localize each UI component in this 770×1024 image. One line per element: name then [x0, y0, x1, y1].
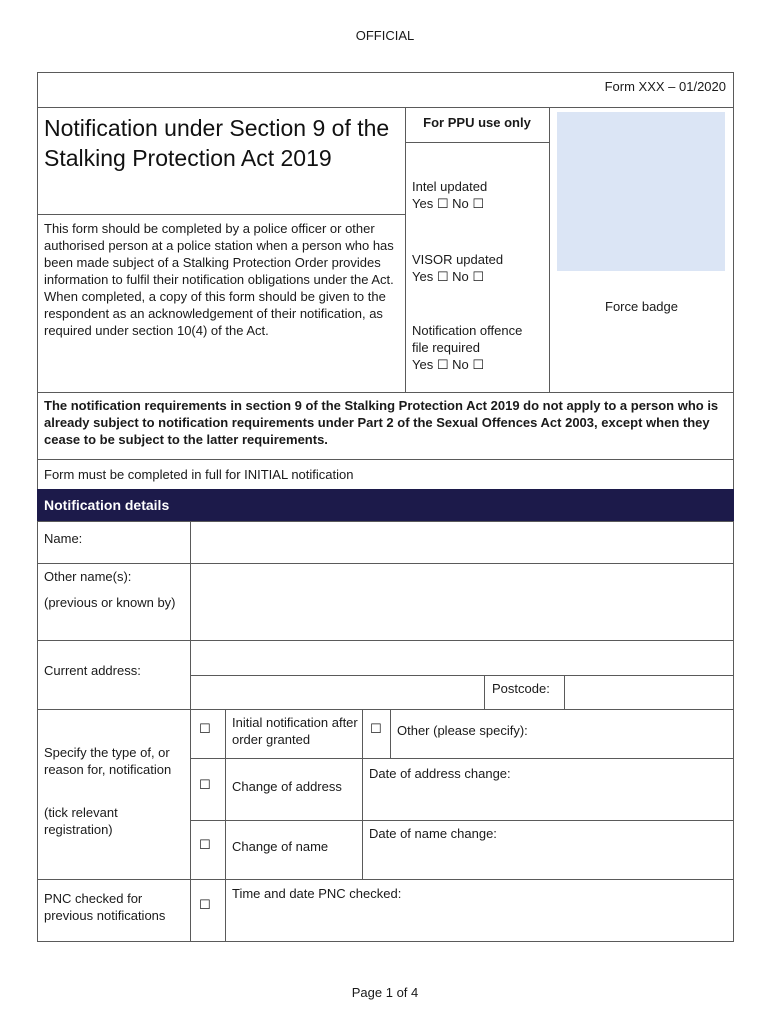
form-title: Notification under Section 9 of the Stalking Protection Act 2019 [44, 115, 390, 171]
current-address-label: Current address: [44, 663, 141, 678]
offence-file-label-line1: Notification offence [412, 323, 523, 338]
postcode-label: Postcode: [492, 681, 550, 696]
change-of-name-checkbox[interactable]: ☐ [199, 838, 211, 853]
intel-updated-label: Intel updated [412, 179, 488, 194]
intro-text: This form should be completed by a police officer or other authorised person at a police station when a person who has been made subject of a Stalking Protection Order provides information to fulfil their notification obligations under the Act. When completed, a copy of this form should be given to the respondent as an acknowledgement of their notification, as required under section 10(4) of the Act. [44, 221, 394, 338]
offence-yes-checkbox[interactable]: ☐ [436, 358, 449, 373]
yes-label: Yes [412, 196, 434, 211]
address-line-1-field[interactable] [191, 641, 733, 675]
yes-label: Yes [412, 269, 434, 284]
offence-file-label-line2: file required [412, 340, 480, 355]
offence-no-checkbox[interactable]: ☐ [472, 358, 485, 373]
name-label: Name: [44, 531, 83, 546]
classification-label: OFFICIAL [355, 28, 415, 43]
section-heading: Notification details [44, 497, 170, 513]
other-specify-label: Other (please specify): [397, 723, 528, 738]
other-names-hint: (previous or known by) [44, 595, 176, 610]
change-of-address-checkbox[interactable]: ☐ [199, 778, 211, 793]
page-number: Page 1 of 4 [351, 985, 419, 1000]
no-label: No [452, 269, 469, 284]
visor-updated-label: VISOR updated [412, 252, 504, 267]
force-badge-area [557, 112, 725, 271]
name-field[interactable] [191, 522, 733, 563]
intel-yes-checkbox[interactable]: ☐ [436, 197, 449, 212]
postcode-field[interactable] [565, 676, 733, 709]
form-reference: Form XXX – 01/2020 [604, 79, 726, 94]
change-of-name-label: Change of name [232, 839, 329, 854]
no-label: No [452, 357, 469, 372]
intel-updated-group [412, 178, 487, 213]
visor-yes-checkbox[interactable]: ☐ [436, 270, 449, 285]
other-checkbox[interactable]: ☐ [370, 722, 382, 737]
pnc-time-date-label: Time and date PNC checked: [232, 886, 402, 901]
visor-updated-group [412, 251, 503, 286]
notification-type-hint: (tick relevant registration) [44, 805, 118, 837]
no-label: No [452, 196, 469, 211]
visor-no-checkbox[interactable]: ☐ [472, 270, 485, 285]
other-names-label: Other name(s): [44, 569, 132, 584]
initial-notification-label: Initial notification after order granted [232, 715, 358, 747]
date-name-change-label: Date of name change: [369, 826, 497, 841]
notification-type-label: Specify the type of, or reason for, notification [44, 745, 172, 777]
notice-text: The notification requirements in section 9 of the Stalking Protection Act 2019 do not apply to a person who is already subject to notification requirements under Part 2 of the Sexual Offences Act 2003, except when they cease to be subject to the latter requirements. [44, 398, 719, 447]
force-badge-label: Force badge [605, 299, 678, 314]
yes-label: Yes [412, 357, 434, 372]
initial-notification-checkbox[interactable]: ☐ [199, 722, 211, 737]
date-address-change-label: Date of address change: [369, 766, 511, 781]
change-of-address-label: Change of address [232, 779, 342, 794]
pnc-checked-checkbox[interactable]: ☐ [199, 898, 211, 913]
ppu-heading: For PPU use only [423, 115, 531, 130]
other-names-field[interactable] [191, 564, 733, 640]
section-heading-bar [37, 489, 734, 521]
intel-no-checkbox[interactable]: ☐ [472, 197, 485, 212]
offence-file-group [412, 322, 522, 374]
pnc-checked-label: PNC checked for previous notifications [44, 891, 166, 923]
address-line-2-field[interactable] [191, 676, 484, 709]
instruction-text: Form must be completed in full for INITIAL notification [44, 467, 354, 482]
